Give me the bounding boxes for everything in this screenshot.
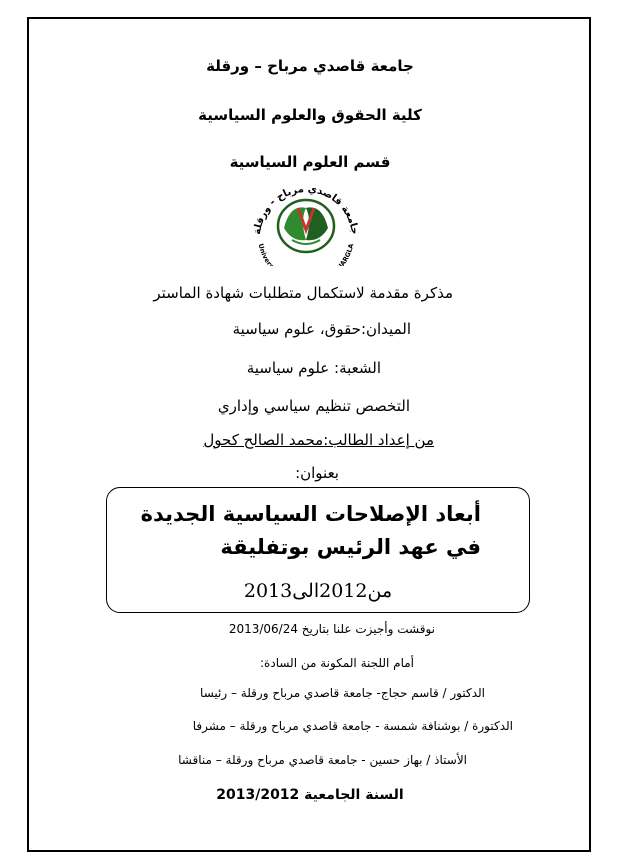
academic-year: السنة الجامعية 2013/2012 [216, 787, 404, 803]
defense-date: نوقشت وأجيزت علنا بتاريخ 2013/06/24 [228, 622, 435, 636]
from-year: 2012 [319, 580, 368, 602]
student-label: من إعداد الطالب: [323, 431, 434, 449]
thesis-title-box [106, 487, 530, 613]
logo-arabic-arc: جامعة قاصدي مرباح - ورقلة [252, 183, 360, 236]
university-logo [240, 178, 372, 266]
committee-intro: أمام اللجنة المكونة من السادة: [260, 656, 414, 670]
university-name: جامعة قاصدي مرباح – ورقلة [206, 57, 414, 75]
committee-member: الدكتورة / بوشنافة شمسة - جامعة قاصدي مرباح ورقلة – مشرفا [192, 719, 513, 733]
from-word: من [367, 580, 393, 602]
committee-member: الأستاذ / بهاز حسين - جامعة قاصدي مرباح ورقلة – مناقشا [178, 753, 467, 767]
specialty-line: التخصص تنظيم سياسي وإداري [217, 397, 410, 415]
department-name: قسم العلوم السياسية [229, 153, 391, 171]
to-word: الى [292, 580, 320, 602]
memo-line: مذكرة مقدمة لاستكمال متطلبات شهادة الماستر [153, 284, 453, 302]
branch-line: الشعبة: علوم سياسية [246, 359, 381, 377]
faculty-name: كلية الحقوق والعلوم السياسية [198, 106, 422, 124]
logo-latin-arc: Univer ARGLA [256, 242, 356, 266]
logo-base-curve [292, 240, 320, 244]
to-year: 2013 [243, 580, 293, 602]
thesis-title: أبعاد الإصلاحات السياسية الجديدة في عهد الرئيس بوتفليقة [140, 502, 481, 559]
student-name: محمد الصالح كحول [203, 431, 324, 449]
field-line: الميدان:حقوق، علوم سياسية [232, 320, 411, 338]
title-label: بعنوان: [295, 464, 339, 482]
thesis-period [107, 580, 529, 602]
student-line [203, 431, 434, 449]
committee-member: الدكتور / قاسم حجاج- جامعة قاصدي مرباح ورقلة – رئيسا [200, 686, 485, 700]
